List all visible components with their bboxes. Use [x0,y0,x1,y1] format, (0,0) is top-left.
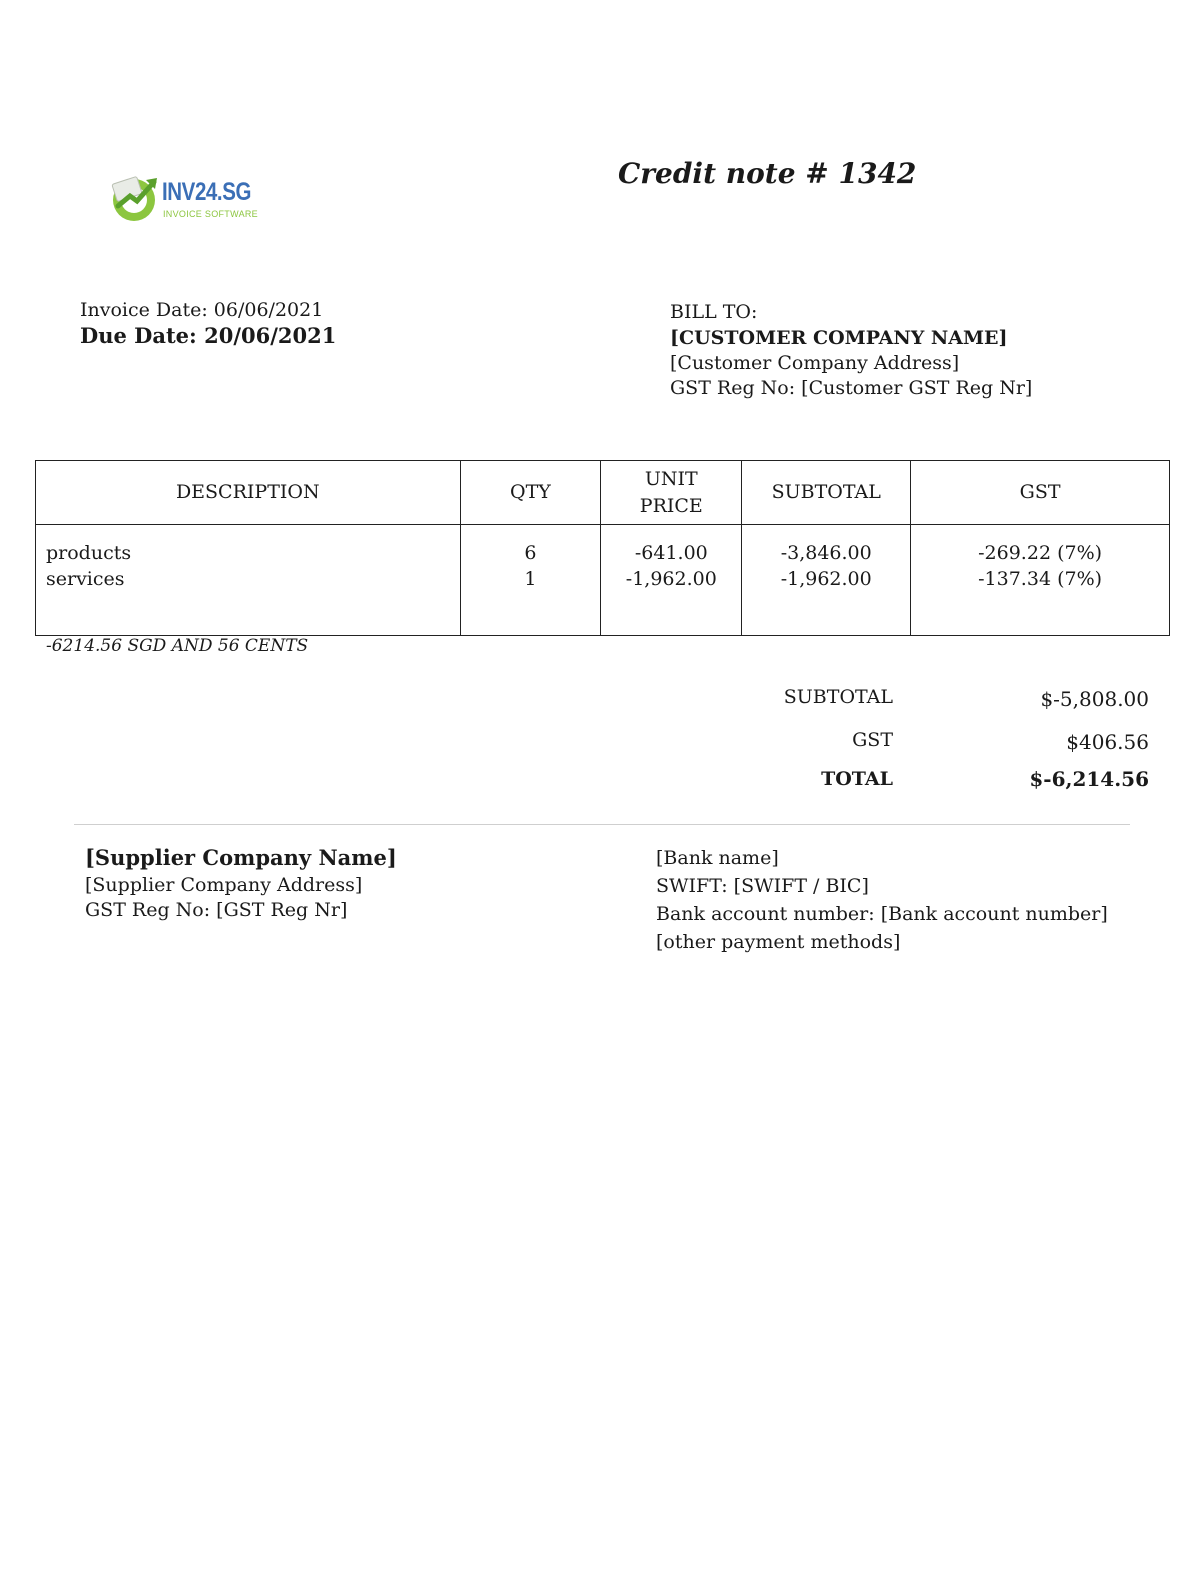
header-unit-price [601,461,742,525]
customer-company-address: [Customer Company Address] [670,352,960,374]
bank-account-number: Bank account number: [Bank account number] [656,903,1108,925]
bill-to-heading: BILL TO: [670,301,758,323]
row-qty: 6 [524,542,537,564]
total-label: TOTAL [821,768,893,790]
customer-gst-reg: GST Reg No: [Customer GST Reg Nr] [670,377,1033,399]
supplier-gst-reg: GST Reg No: [GST Reg Nr] [85,899,348,921]
other-payment-methods: [other payment methods] [656,931,901,953]
customer-company-name: [CUSTOMER COMPANY NAME] [670,327,1008,349]
row-description: services [46,568,125,590]
header-unit-price-line2: PRICE [639,494,703,517]
header-gst: GST [911,461,1170,525]
company-logo [110,172,270,228]
header-unit-price-line1: UNIT [644,467,698,490]
header-subtotal: SUBTOTAL [742,461,911,525]
total-value: $-6,214.56 [1029,767,1149,791]
gst-total-label: GST [852,729,893,751]
row-subtotal: -1,962.00 [780,568,872,590]
logo-mark-icon [110,174,160,224]
unit-price-cell [601,525,742,636]
amount-in-words: -6214.56 SGD AND 56 CENTS [46,636,309,656]
line-items-table [35,460,1170,636]
header-description: DESCRIPTION [36,461,461,525]
subtotal-value: $-5,808.00 [1040,687,1149,711]
footer-divider [74,824,1130,825]
row-gst: -269.22 (7%) [978,542,1103,564]
logo-text: INV24.SG [162,178,252,206]
supplier-company-address: [Supplier Company Address] [85,874,363,896]
header-qty: QTY [460,461,601,525]
row-description: products [46,542,132,564]
table-row [36,525,1170,636]
bank-swift: SWIFT: [SWIFT / BIC] [656,875,869,897]
qty-cell [460,525,601,636]
row-unit-price: -1,962.00 [625,568,717,590]
gst-cell [911,525,1170,636]
invoice-date: Invoice Date: 06/06/2021 [80,299,324,321]
logo-subtext: INVOICE SOFTWARE [163,209,258,219]
row-qty: 1 [524,568,537,590]
subtotal-cell [742,525,911,636]
document-title: Credit note # 1342 [618,157,917,190]
gst-total-value: $406.56 [1066,730,1149,754]
table-header-row [36,461,1170,525]
subtotal-label: SUBTOTAL [783,686,893,708]
due-date: Due Date: 20/06/2021 [80,323,337,348]
description-cell [36,525,461,636]
bank-name: [Bank name] [656,847,779,869]
row-subtotal: -3,846.00 [780,542,872,564]
supplier-company-name: [Supplier Company Name] [85,845,397,870]
row-unit-price: -641.00 [634,542,708,564]
row-gst: -137.34 (7%) [978,568,1103,590]
